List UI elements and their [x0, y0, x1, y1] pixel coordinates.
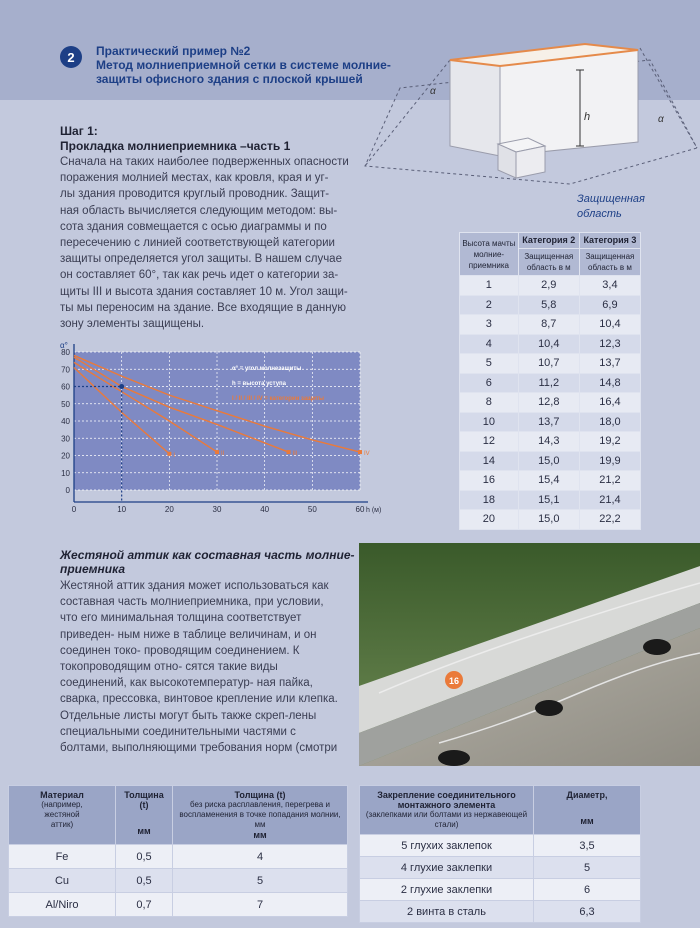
- table-cell: 10,4: [579, 315, 640, 335]
- table-cell: Al/Niro: [9, 893, 116, 917]
- table-row: [9, 893, 348, 917]
- table-cell: Fe: [9, 845, 116, 869]
- table-cell: 15,4: [518, 471, 579, 491]
- table-cell: 22,2: [579, 510, 640, 530]
- table-row: [460, 471, 641, 491]
- protected-zone-label: Защищенная область: [577, 193, 645, 220]
- table-cell: 10: [460, 412, 519, 432]
- legend-entry: α° = угол молнезащиты: [232, 366, 302, 372]
- text-line: сота здания совмещается с осью диаграммы и по: [60, 220, 327, 233]
- table-cell: 4: [173, 845, 348, 869]
- table-cell: 4: [460, 334, 519, 354]
- y-axis-label: α°: [60, 341, 68, 350]
- table-cell: 20: [460, 510, 519, 530]
- section2-title: Жестяной аттик как составная часть молние- приемника: [60, 548, 355, 576]
- roof-edge-photo: [359, 543, 700, 766]
- x-tick-label: 10: [117, 505, 127, 514]
- text-line: составная часть молниеприемника, при условии,: [60, 596, 324, 609]
- table-row: [360, 835, 641, 857]
- table-cell: 0,5: [116, 869, 173, 893]
- series-label: IV: [364, 451, 370, 458]
- text-line: болтами, выполняющими требования норм (смотри: [60, 742, 338, 755]
- legend-entry: I / II / III / IV = категории защиты: [232, 396, 324, 402]
- thickness-header: Толщина (t) мм: [116, 786, 173, 845]
- y-tick-label: 70: [61, 365, 70, 375]
- table-cell: 14,8: [579, 373, 640, 393]
- table-row: [460, 510, 641, 530]
- table-cell: 12: [460, 432, 519, 452]
- example-number-badge: 2: [60, 46, 82, 68]
- angle-label-left: α: [430, 86, 436, 97]
- text-line: защиты определяется угол защиты. В нашем случае: [60, 253, 342, 266]
- table-cell: Cu: [9, 869, 116, 893]
- y-tick-label: 50: [61, 399, 70, 409]
- table-cell: 4 глухие заклепки: [360, 857, 534, 879]
- title-line: Практический пример №2: [96, 44, 251, 58]
- text-line: токопроводящим отно- сятся такие виды: [60, 661, 278, 674]
- table-row: [460, 412, 641, 432]
- x-tick-label: 40: [260, 505, 270, 514]
- text-line: соединен токо- проводящим соединением. К: [60, 644, 300, 657]
- category2-header: Категория 2: [518, 233, 579, 249]
- y-tick-label: 10: [61, 468, 70, 478]
- table-row: [460, 315, 641, 335]
- table-cell: 21,4: [579, 490, 640, 510]
- table-cell: 6: [534, 879, 641, 901]
- table-cell: 12,3: [579, 334, 640, 354]
- table-cell: 3,4: [579, 276, 640, 296]
- height-label: h: [584, 111, 591, 123]
- y-tick-label: 40: [61, 417, 70, 426]
- table-cell: 13,7: [518, 412, 579, 432]
- material-thickness-table: [8, 785, 348, 917]
- annotation-point: [119, 384, 124, 389]
- series-label: II: [221, 451, 225, 458]
- fastener-table: [359, 785, 641, 923]
- y-tick-label: 0: [65, 486, 70, 495]
- table-cell: 2: [460, 295, 519, 315]
- thickness-no-melt-header: Толщина (t) без риска расплавления, перегрева и воспламенения в точке попадания молнии, мм мм: [173, 786, 348, 845]
- text-line: он составляет 60°, так как речь идет о категории за-: [60, 269, 339, 282]
- table-row: [460, 334, 641, 354]
- table-cell: 7: [173, 893, 348, 917]
- table-cell: 10,7: [518, 354, 579, 374]
- text-line: Жестяной аттик здания может использоваться как: [60, 580, 329, 592]
- table-cell: 14: [460, 451, 519, 471]
- table-cell: 5 глухих заклепок: [360, 835, 534, 857]
- text-line: пересечению с линией соответствующей категории: [60, 237, 335, 250]
- table-row: [460, 354, 641, 374]
- table-cell: 11,2: [518, 373, 579, 393]
- protection-angle-chart: [60, 338, 400, 518]
- series-end-point: [215, 450, 219, 454]
- table-row: [460, 276, 641, 296]
- table-row: [360, 901, 641, 923]
- text-line: что его минимальная толщина соответствует: [60, 612, 302, 625]
- table-cell: 0,5: [116, 845, 173, 869]
- y-tick-label: 80: [61, 348, 70, 357]
- diameter-header: Диаметр, мм: [534, 786, 641, 835]
- table-row: [360, 857, 641, 879]
- table-row: [460, 490, 641, 510]
- step1-title: Шаг 1: Прокладка молниеприемника –часть 1: [60, 124, 291, 153]
- table-cell: 1: [460, 276, 519, 296]
- table-cell: 8: [460, 393, 519, 413]
- fastener-header: Закрепление соединительного монтажного элемента (заклепками или болтами из нержавеющей стали): [360, 786, 534, 835]
- table-row: [9, 869, 348, 893]
- title-line: защиты офисного здания с плоской крышей: [96, 72, 363, 86]
- building-illustration: [340, 38, 700, 188]
- table-cell: 0,7: [116, 893, 173, 917]
- table-cell: 5: [173, 869, 348, 893]
- table-cell: 16: [460, 471, 519, 491]
- table-cell: 13,7: [579, 354, 640, 374]
- table-cell: 15,1: [518, 490, 579, 510]
- table-cell: 21,2: [579, 471, 640, 491]
- table-row: [360, 879, 641, 901]
- text-line: ная область вычисляется следующим методом: вы-: [60, 204, 338, 217]
- x-tick-label: 0: [71, 505, 77, 514]
- table-cell: 14,3: [518, 432, 579, 452]
- material-header: Материал (например, жестяной аттик): [9, 786, 116, 845]
- x-tick-label: 30: [212, 505, 222, 514]
- title-line: Метод молниеприемной сетки в системе молние-: [96, 58, 391, 72]
- table-row: [460, 432, 641, 452]
- table-cell: 19,2: [579, 432, 640, 452]
- text-line: сварка, прессовка, винтовое крепление или клепка.: [60, 693, 338, 706]
- photo-badge: 16: [448, 676, 460, 686]
- series-end-point: [287, 450, 291, 454]
- angle-label-right: α: [658, 114, 664, 125]
- text-line: приведен- ным ниже в таблице величинам, и он: [60, 628, 317, 641]
- text-line: ты мы переносим на здание. Все входящие в данную: [60, 301, 346, 314]
- table-cell: 15,0: [518, 510, 579, 530]
- table-cell: 6,3: [534, 901, 641, 923]
- x-axis-label: h (м): [366, 507, 382, 514]
- x-tick-label: 20: [164, 505, 174, 514]
- table-cell: 18,0: [579, 412, 640, 432]
- table-cell: 5: [534, 857, 641, 879]
- y-tick-label: 20: [61, 451, 70, 461]
- y-tick-label: 60: [61, 382, 70, 392]
- table-cell: 19,9: [579, 451, 640, 471]
- table-row: [460, 451, 641, 471]
- text-line: специальными соединительными частями с: [60, 725, 296, 738]
- table-cell: 2 глухие заклепки: [360, 879, 534, 901]
- mast-height-header: Высота мачты молние-приемника: [460, 233, 519, 276]
- series-end-point: [167, 452, 171, 456]
- text-line: щиты III и высота здания составляет 10 м. Угол защи-: [60, 285, 348, 298]
- protection-zone-table: Высота мачты молние-приемника Категория 2 Категория 3 Защищенная область в м Защищенная область в м 1 2,9 3,4 2 5,8 6,9 3 8,7 10,4 4 10,4 12,3 5 10,7 13,7 6 11,2 14,8 8 12,8 16,4 10 13,7 18,0 12 14,3 19,2 14 15,0 19,9 16 15,4 21,2 18 15,1 21,4 20 15,0 22,2: [459, 232, 641, 530]
- table-row: [9, 845, 348, 869]
- table-cell: 8,7: [518, 315, 579, 335]
- section2-text: [60, 578, 338, 756]
- text-line: Отдельные листы могут быть также скреп-лены: [60, 709, 317, 722]
- text-line: лы здания проводится круглый проводник. Защит-: [60, 188, 330, 201]
- table-row: [460, 295, 641, 315]
- table-cell: 6,9: [579, 295, 640, 315]
- series-label: I: [173, 452, 176, 459]
- text-line: зону элементы защищены.: [60, 318, 205, 331]
- legend-entry: h = высота уступа: [232, 381, 287, 387]
- text-line: соединений, как высокотемператур- ная пайка,: [60, 677, 313, 690]
- table-cell: 12,8: [518, 393, 579, 413]
- text-line: поражения молнией местах, как кровля, края и уг-: [60, 172, 329, 185]
- text-line: Сначала на таких наиболее подверженных опасности: [60, 156, 349, 168]
- table-cell: 2 винта в сталь: [360, 901, 534, 923]
- table-cell: 6: [460, 373, 519, 393]
- table-cell: 2,9: [518, 276, 579, 296]
- category3-header: Категория 3: [579, 233, 640, 249]
- table-row: [460, 373, 641, 393]
- table-cell: 5,8: [518, 295, 579, 315]
- table-cell: 15,0: [518, 451, 579, 471]
- table-cell: 10,4: [518, 334, 579, 354]
- x-tick-label: 50: [307, 505, 317, 514]
- series-end-point: [358, 450, 362, 454]
- x-tick-label: 60: [355, 505, 365, 514]
- table-cell: 5: [460, 354, 519, 374]
- table-cell: 16,4: [579, 393, 640, 413]
- y-tick-label: 30: [61, 434, 70, 444]
- step1-text: [60, 154, 349, 332]
- table-cell: 18: [460, 490, 519, 510]
- table-row: [460, 393, 641, 413]
- table-cell: 3: [460, 315, 519, 335]
- table-cell: 3,5: [534, 835, 641, 857]
- series-label: III: [292, 451, 298, 458]
